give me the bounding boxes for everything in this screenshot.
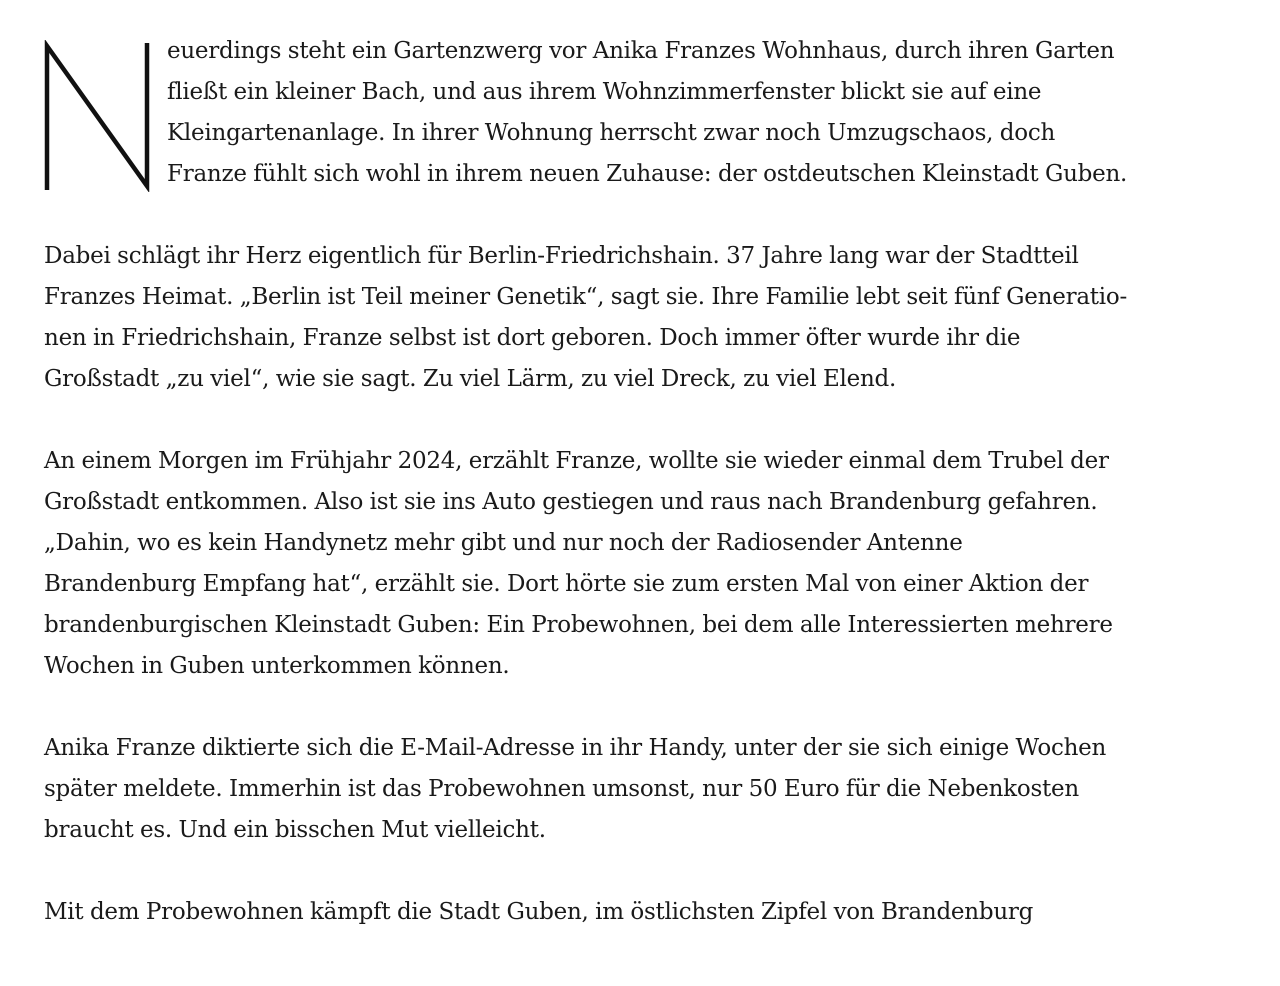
text-line: An einem Morgen im Frühjahr 2024, erzählt Franze, wollte sie wieder einmal dem Trubel der (44, 448, 1109, 474)
text-line: euerdings steht ein Gartenzwerg vor Anika Franzes Wohnhaus, durch ihren Garten (167, 38, 1115, 64)
drop-cap-letter (44, 40, 152, 192)
text-line: Großstadt „zu viel“, wie sie sagt. Zu viel Lärm, zu viel Dreck, zu viel Elend. (44, 366, 897, 392)
text-line: Dabei schlägt ihr Herz eigentlich für Berlin-Friedrichshain. 37 Jahre lang war der Stadtteil (44, 243, 1079, 269)
text-line: Franze fühlt sich wohl in ihrem neuen Zuhause: der ostdeutschen Kleinstadt Guben. (167, 161, 1128, 187)
text-line: fließt ein kleiner Bach, und aus ihrem Wohnzimmerfenster blickt sie auf eine (167, 79, 1042, 105)
text-line: Brandenburg Empfang hat“, erzählt sie. Dort hörte sie zum ersten Mal von einer Aktion der (44, 571, 1089, 597)
text-line: später meldete. Immerhin ist das Probewohnen umsonst, nur 50 Euro für die Nebenkosten (44, 776, 1079, 802)
text-line: Mit dem Probewohnen kämpft die Stadt Guben, im östlichsten Zipfel von Brandenburg (44, 899, 1034, 925)
text-line: brandenburgischen Kleinstadt Guben: Ein Probewohnen, bei dem alle Interessierten mehrere (44, 612, 1113, 638)
text-line: „Dahin, wo es kein Handynetz mehr gibt und nur noch der Radiosender Antenne (44, 530, 963, 556)
text-line: nen in Friedrichshain, Franze selbst ist dort geboren. Doch immer öfter wurde ihr die (44, 325, 1021, 351)
text-line: Wochen in Guben unterkommen können. (44, 653, 510, 679)
text-line: Kleingartenanlage. In ihrer Wohnung herrscht zwar noch Umzugschaos, doch (167, 120, 1056, 146)
text-line: Franzes Heimat. „Berlin ist Teil meiner Genetik“, sagt sie. Ihre Familie lebt seit fünf Generatio- (44, 284, 1128, 310)
text-line: braucht es. Und ein bisschen Mut vielleicht. (44, 817, 546, 843)
text-line: Großstadt entkommen. Also ist sie ins Auto gestiegen und raus nach Brandenburg gefahren. (44, 489, 1098, 515)
text-line: Anika Franze diktierte sich die E-Mail-Adresse in ihr Handy, unter der sie sich einige Wochen (44, 735, 1107, 761)
